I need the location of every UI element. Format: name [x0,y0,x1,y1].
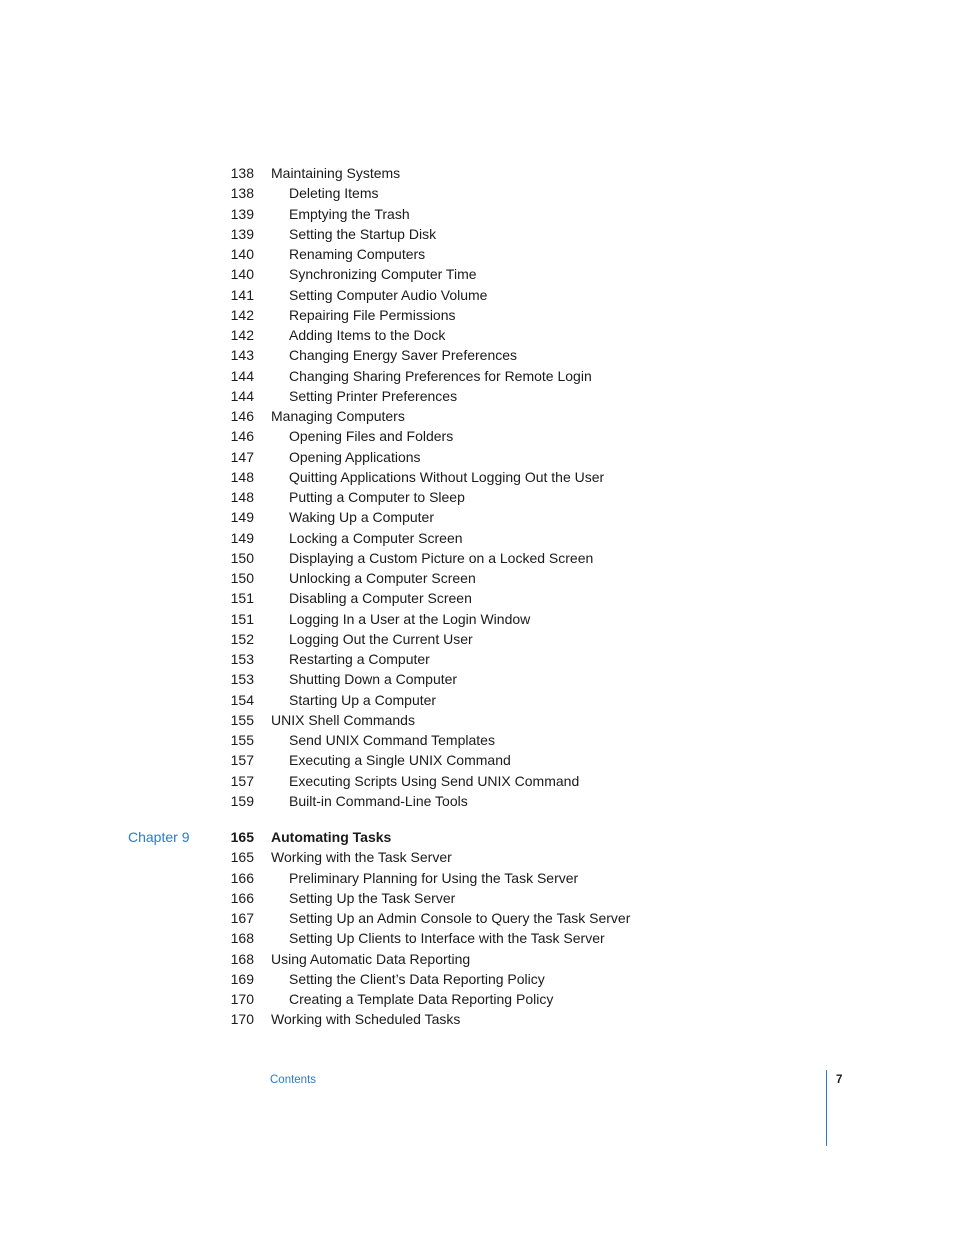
toc-page-number: 146 [230,408,254,424]
toc-entry-title: Setting Up an Admin Console to Query the Task Server [289,910,631,926]
toc-page-number: 155 [230,732,254,748]
toc-page-number: 144 [230,387,254,404]
toc-entry-title: Executing a Single UNIX Command [289,752,511,769]
toc-entry-title: Setting the Startup Disk [289,225,437,242]
toc-page-number: 141 [230,286,254,303]
toc-entry-title: Setting the Client’s Data Reporting Policy [289,970,545,987]
toc-entry-title: Maintaining Systems [271,165,401,181]
toc-page-number: 139 [230,205,254,222]
toc-entry-title: Starting Up a Computer [289,691,437,708]
toc-entry-title: Automating Tasks [271,829,392,845]
toc-entry-title: Putting a Computer to Sleep [289,489,465,505]
toc-page-number: 165 [230,849,254,866]
toc-entry-title: Setting Up the Task Server [289,889,456,906]
toc-entry-title: Managing Computers [271,408,405,424]
toc-entry-title: Using Automatic Data Reporting [271,950,471,967]
toc-entry-title: Deleting Items [289,185,379,202]
toc-page-number: 168 [230,930,254,947]
toc-page-number: 154 [230,691,254,708]
toc-page-number: 159 [230,792,254,809]
toc-entry-title: Opening Files and Folders [289,428,454,445]
toc-page-number: 150 [230,570,254,586]
toc-entry-title: Restarting a Computer [289,651,430,667]
toc-entry-title: Working with the Task Server [271,849,452,866]
toc-page-number: 140 [230,266,254,283]
toc-page-number: 165 [230,829,254,845]
toc-entry-title: Changing Energy Saver Preferences [289,347,518,364]
toc-entry-title: Shutting Down a Computer [289,671,458,688]
toc-page-number: 151 [230,610,254,627]
toc-entry-title: Disabling a Computer Screen [289,590,472,607]
toc-page-number: 153 [230,651,254,667]
toc-page-number: 149 [230,529,254,546]
toc-page-number: 170 [230,991,254,1007]
toc-entry-title: Opening Applications [289,448,421,465]
toc-entry-title: Creating a Template Data Reporting Policy [289,991,554,1007]
toc-entry-title: Emptying the Trash [289,205,410,222]
toc-page-number: 157 [230,772,254,789]
footer-section-title: Contents [270,1074,317,1086]
toc-page-number: 146 [230,428,254,445]
toc-page-number: 138 [230,185,254,202]
toc-entry-title: Adding Items to the Dock [289,327,446,343]
toc-entry-title: Preliminary Planning for Using the Task Server [289,869,579,886]
toc-page-number: 166 [230,869,254,886]
toc-page-number: 151 [230,590,254,607]
toc-entry-title: Logging Out the Current User [289,630,473,647]
toc-page-number: 144 [230,367,254,384]
toc-page-number: 149 [230,509,254,526]
toc-page-number: 138 [230,165,254,181]
toc-page-number: 142 [230,306,254,323]
toc-page-number: 166 [230,889,254,906]
toc-entry-title: Executing Scripts Using Send UNIX Command [289,772,580,789]
toc-page-number: 157 [230,752,254,769]
toc-entry-title: Renaming Computers [289,246,426,262]
toc-entry-title: Built-in Command-Line Tools [289,792,468,809]
toc-entry-title: Repairing File Permissions [289,306,456,323]
toc-entry-title: UNIX Shell Commands [271,711,415,728]
toc-entry-title: Setting Printer Preferences [289,387,458,404]
toc-entry-title: Quitting Applications Without Logging Out the User [289,468,605,485]
toc-entry-title: Displaying a Custom Picture on a Locked Screen [289,549,594,566]
toc-page-number: 143 [230,347,254,364]
toc-entry-title: Waking Up a Computer [289,509,434,526]
toc-entry-title: Synchronizing Computer Time [289,266,477,283]
toc-page-number: 139 [230,225,254,242]
toc-page-number: 152 [230,630,254,647]
toc-page-number: 140 [230,246,254,262]
toc-page-number: 147 [230,448,254,465]
toc-page-number: 169 [230,970,254,987]
toc-entry-title: Unlocking a Computer Screen [289,570,476,586]
toc-page-number: 142 [230,327,254,343]
toc-page-number: 150 [230,549,254,566]
toc-page-number: 153 [230,671,254,688]
page-number: 7 [836,1074,843,1086]
chapter-label: Chapter 9 [128,829,190,845]
toc-entry-title: Send UNIX Command Templates [289,732,495,748]
toc-entry-title: Changing Sharing Preferences for Remote Login [289,367,592,384]
toc-entry-title: Locking a Computer Screen [289,529,463,546]
toc-entry-title: Setting Up Clients to Interface with the Task Server [289,930,605,947]
toc-page-number: 155 [230,711,254,728]
toc-entry-title: Setting Computer Audio Volume [289,286,488,303]
toc-page-number: 168 [230,950,254,967]
toc-page-number: 148 [230,489,254,505]
footer-divider [826,1070,827,1146]
toc-entry-title: Logging In a User at the Login Window [289,610,531,627]
toc-page-number: 170 [230,1011,254,1028]
toc-page-number: 167 [230,910,254,926]
toc-entry-title: Working with Scheduled Tasks [271,1011,461,1028]
toc-page-number: 148 [230,468,254,485]
